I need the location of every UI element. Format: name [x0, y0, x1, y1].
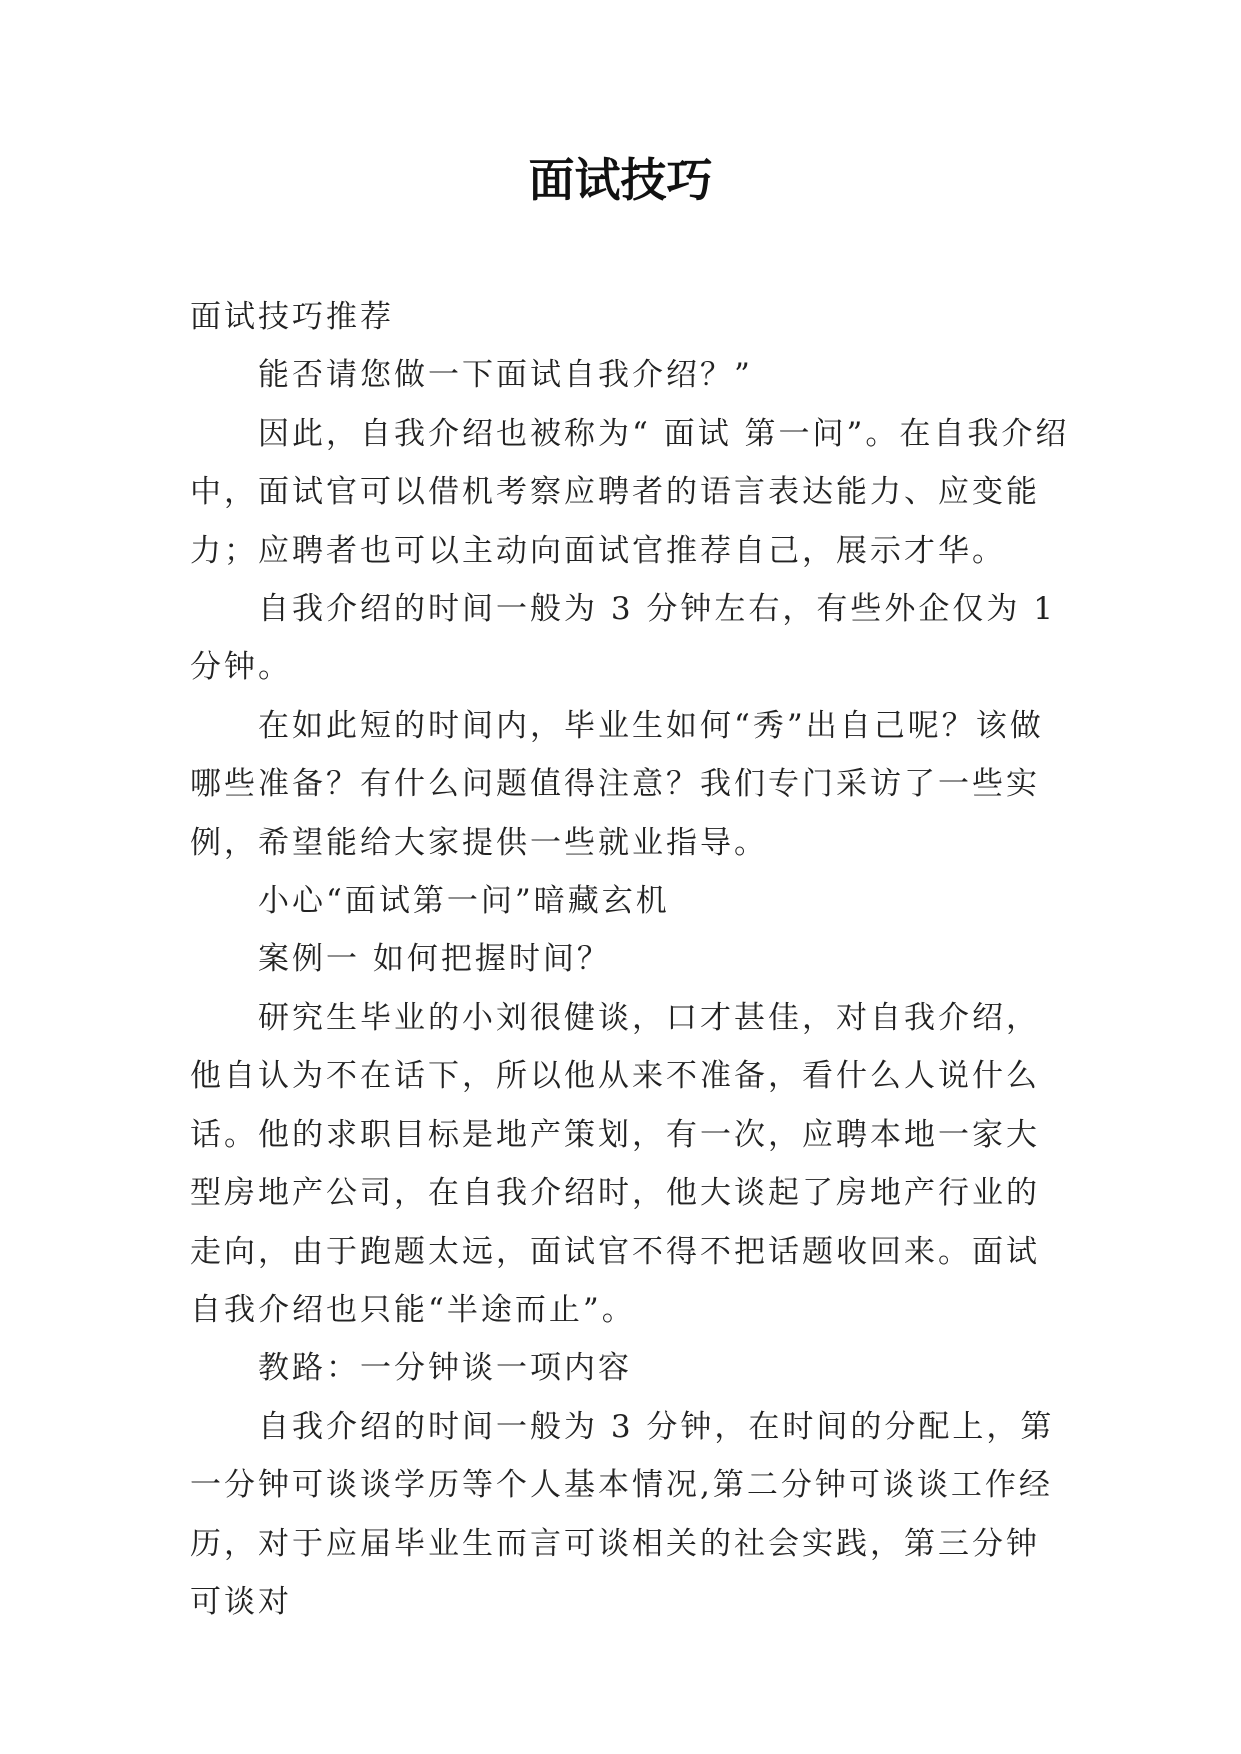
paragraph: 自我介绍的时间一般为 3 分钟左右，有些外企仅为 1 分钟。 [190, 591, 1057, 686]
paragraph: 教路：一分钟谈一项内容 [258, 1350, 632, 1387]
paragraph: 在如此短的时间内，毕业生如何“秀”出自己呢？该做哪些准备？有什么问题值得注意？我们专门采访了一些实例，希望能给大家提供一些就业指导。 [190, 707, 1044, 861]
document-body [190, 288, 1070, 1631]
paragraph: 因此，自我介绍也被称为“ 面试 第一问”。在自我介绍中，面试官可以借机考察应聘者的语言表达能力、应变能力；应聘者也可以主动向面试官推荐自己，展示才华。 [190, 415, 1070, 569]
paragraph: 能否请您做一下面试自我介绍？” [258, 357, 753, 394]
paragraph: 小心“面试第一问”暗藏玄机 [258, 883, 670, 920]
paragraph: 研究生毕业的小刘很健谈，口才甚佳，对自我介绍，他自认为不在话下，所以他从来不准备，看什么人说什么话。他的求职目标是地产策划，有一次，应聘本地一家大型房地产公司，在自我介绍时，他大谈起了房地产行业的走向，由于跑题太远，面试官不得不把话题收回来。面试自我介绍也只能“半途而止”。 [190, 999, 1040, 1328]
paragraph: 自我介绍的时间一般为 3 分钟，在时间的分配上，第一分钟可谈谈学历等个人基本情况,第二分钟可谈谈工作经历，对于应届毕业生而言可谈相关的社会实践，第三分钟可谈对 [190, 1408, 1055, 1620]
paragraph: 案例一 如何把握时间？ [258, 941, 611, 978]
paragraph: 面试技巧推荐 [190, 299, 394, 335]
document-title: 面试技巧 [528, 153, 713, 207]
